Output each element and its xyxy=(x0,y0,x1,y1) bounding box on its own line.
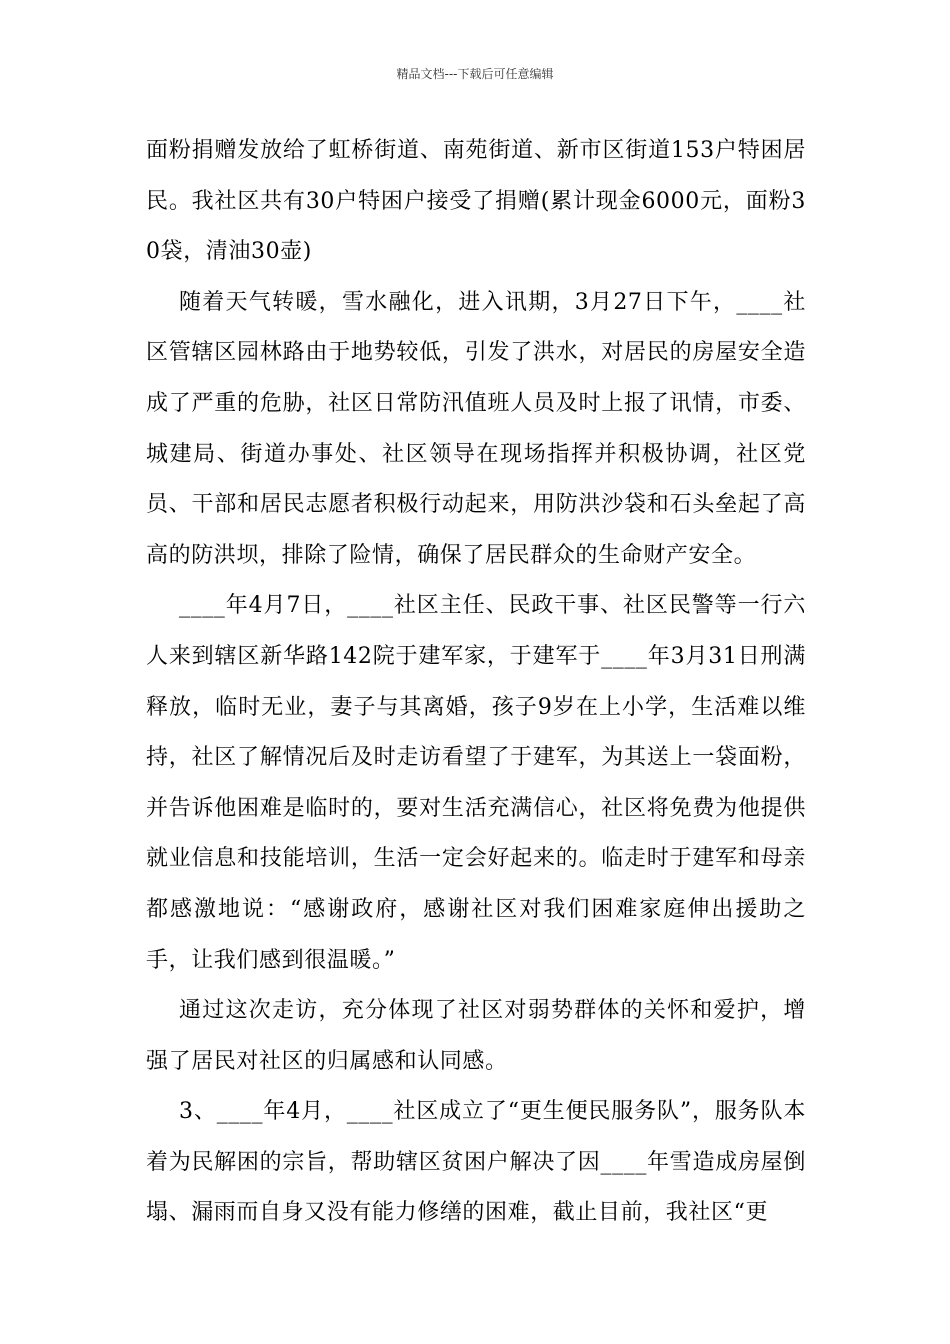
paragraph-1: 面粉捐赠发放给了虹桥街道、南苑街道、新市区街道153户特困居民。我社区共有30户特困户接受了捐赠(累计现金6000元，面粉30袋，清油30壶) xyxy=(146,138,806,265)
paragraph-4: 通过这次走访，充分体现了社区对弱势群体的关怀和爱护，增强了居民对社区的归属感和认同感。 xyxy=(146,998,806,1074)
paragraph-5: 3、____年4月，____社区成立了“更生便民服务队”，服务队本着为民解困的宗旨，帮助辖区贫困户解决了因____年雪造成房屋倒塌、漏雨而自身又没有能力修缮的困难，截止目前，我社区“更 xyxy=(146,1099,806,1226)
paragraph-3: ____年4月7日，____社区主任、民政干事、社区民警等一行六人来到辖区新华路142院于建军家，于建军于____年3月31日刑满释放，临时无业，妻子与其离婚，孩子9岁在上小学，生活难以维持，社区了解情况后及时走访看望了于建军，为其送上一袋面粉，并告诉他困难是临时的，要对生活充满信心，社区将免费为他提供就业信息和技能培训，生活一定会好起来的。临走时于建军和母亲都感激地说：“感谢政府，感谢社区对我们困难家庭伸出援助之手，让我们感到很温暖。” xyxy=(146,593,806,973)
document-body xyxy=(146,126,806,1239)
paragraph-2: 随着天气转暖，雪水融化，进入讯期，3月27日下午，____社区管辖区园林路由于地势较低，引发了洪水，对居民的房屋安全造成了严重的危胁，社区日常防汛值班人员及时上报了讯情，市委、城建局、街道办事处、社区领导在现场指挥并积极协调，社区党员、干部和居民志愿者积极行动起来，用防洪沙袋和石头垒起了高高的防洪坝，排除了险情，确保了居民群众的生命财产安全。 xyxy=(146,289,806,568)
page-header: 精品文档---下载后可任意编辑 xyxy=(396,67,554,81)
